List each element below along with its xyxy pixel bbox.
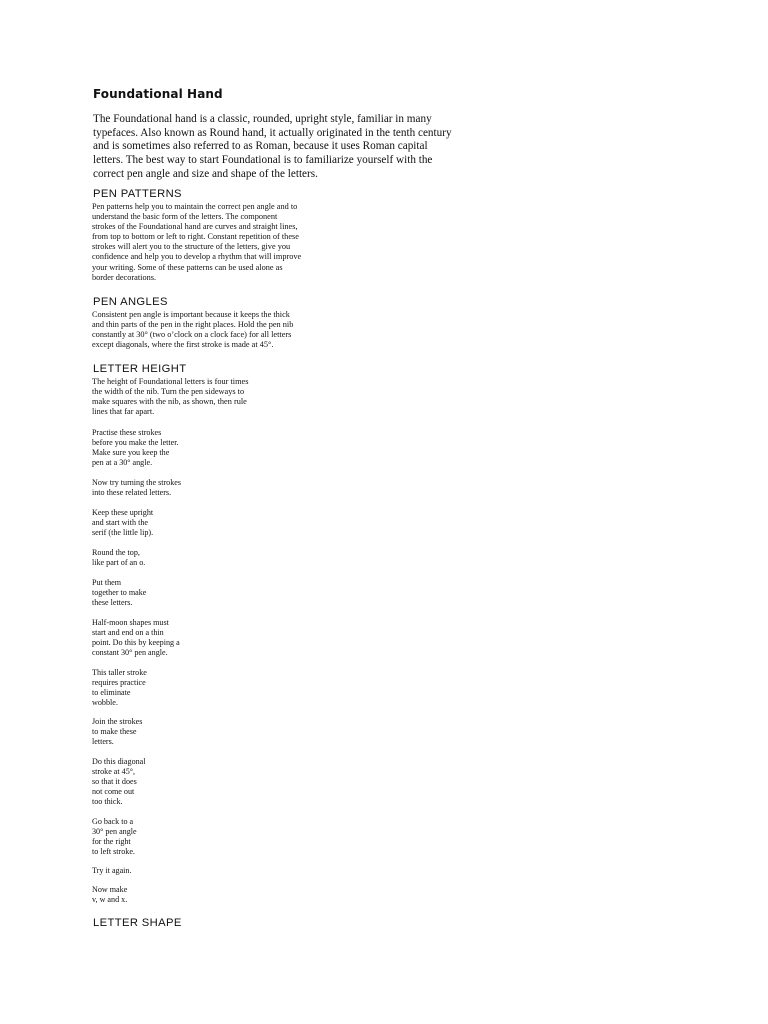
caption-line: Round the top, (92, 548, 140, 557)
caption-line: Now make (92, 885, 128, 894)
caption-line: v, w and x. (92, 895, 128, 904)
body-line: your writing. Some of these patterns can be used alone as (92, 262, 283, 272)
caption-line: and start with the (92, 518, 148, 527)
caption-line: to left stroke. (92, 847, 135, 856)
caption-line: stroke at 45°, (92, 767, 136, 776)
caption-block (92, 757, 146, 807)
caption-line: point. Do this by keeping a (92, 638, 180, 647)
caption-line: Try it again. (92, 866, 132, 875)
body-line: and thin parts of the pen in the right places. Hold the pen nib (92, 320, 294, 330)
body-line: lines that far apart. (92, 407, 155, 417)
caption-line: Make sure you keep the (92, 448, 170, 457)
caption-line: Do this diagonal (92, 757, 146, 766)
caption-line: This taller stroke (92, 668, 147, 677)
caption-line: constant 30° pen angle. (92, 648, 168, 657)
caption-line: 30° pen angle (92, 827, 137, 836)
caption-line: Half-moon shapes must (92, 618, 169, 627)
intro-line: correct pen angle and size and shape of the letters. (93, 167, 318, 180)
caption-block (92, 668, 147, 708)
caption-line: into these related letters. (92, 488, 172, 497)
section-body-pen-patterns (92, 202, 301, 283)
caption-line: too thick. (92, 797, 123, 806)
body-line: from top to bottom or left to right. Constant repetition of these (92, 232, 299, 242)
caption-line: Go back to a (92, 817, 134, 826)
caption-block (92, 817, 137, 857)
body-line: constantly at 30° (two o’clock on a clock face) for all letters (92, 330, 292, 340)
caption-line: Put them (92, 578, 122, 587)
section-heading-letter-height: LETTER HEIGHT (93, 363, 187, 375)
caption-line: so that it does (92, 777, 137, 786)
caption-line: start and end on a thin (92, 628, 164, 637)
caption-line: Join the strokes (92, 717, 143, 726)
caption-block (92, 508, 153, 538)
body-line: make squares with the nib, as shown, then rule (92, 397, 247, 407)
caption-line: requires practice (92, 678, 146, 687)
caption-line: pen at a 30° angle. (92, 458, 153, 467)
intro-paragraph (93, 113, 478, 182)
section-heading-pen-patterns: PEN PATTERNS (93, 188, 182, 200)
body-line: The height of Foundational letters is four times (92, 377, 249, 386)
caption-block (92, 578, 146, 608)
caption-line: letters. (92, 737, 114, 746)
caption-line: Practise these strokes (92, 428, 162, 437)
caption-line: these letters. (92, 598, 133, 607)
caption-line: Now try turning the strokes (92, 478, 182, 487)
caption-line: wobble. (92, 698, 118, 707)
caption-block (92, 478, 181, 498)
page-title: Foundational Hand (93, 87, 223, 101)
section-body-letter-height (92, 377, 248, 417)
intro-line: and is sometimes also referred to as Roman, because it uses Roman capital (93, 140, 428, 153)
caption-block (92, 548, 145, 568)
caption-block (92, 428, 179, 468)
body-line: Consistent pen angle is important because it keeps the thick (92, 310, 290, 319)
caption-line: to make these (92, 727, 137, 736)
section-body-pen-angles (92, 310, 293, 350)
caption-block (92, 717, 142, 747)
body-line: Pen patterns help you to maintain the correct pen angle and to (92, 202, 298, 211)
caption-line: to eliminate (92, 688, 131, 697)
caption-block (92, 885, 127, 905)
caption-block (92, 866, 132, 876)
caption-line: Keep these upright (92, 508, 154, 517)
body-line: understand the basic form of the letters. The component (92, 212, 278, 222)
intro-line: The Foundational hand is a classic, rounded, upright style, familiar in many (93, 113, 432, 125)
body-line: border decorations. (92, 272, 157, 282)
caption-line: for the right (92, 837, 131, 846)
intro-line: typefaces. Also known as Round hand, it actually originated in the tenth century (93, 126, 452, 139)
caption-line: before you make the letter. (92, 438, 179, 447)
caption-line: not come out (92, 787, 135, 796)
body-line: the width of the nib. Turn the pen sideways to (92, 387, 245, 397)
body-line: confidence and help you to develop a rhythm that will improve (92, 252, 302, 262)
intro-line: letters. The best way to start Foundational is to familiarize yourself with the (93, 154, 433, 167)
section-heading-pen-angles: PEN ANGLES (93, 296, 168, 308)
body-line: strokes of the Foundational hand are curves and straight lines, (92, 222, 298, 232)
body-line: except diagonals, where the first stroke is made at 45°. (92, 340, 274, 350)
caption-line: together to make (92, 588, 147, 597)
section-heading-letter-shape: LETTER SHAPE (93, 917, 182, 929)
caption-block (92, 618, 180, 658)
body-line: strokes will alert you to the structure of the letters, give you (92, 242, 291, 252)
caption-line: serif (the little lip). (92, 528, 154, 537)
caption-line: like part of an o. (92, 558, 146, 567)
